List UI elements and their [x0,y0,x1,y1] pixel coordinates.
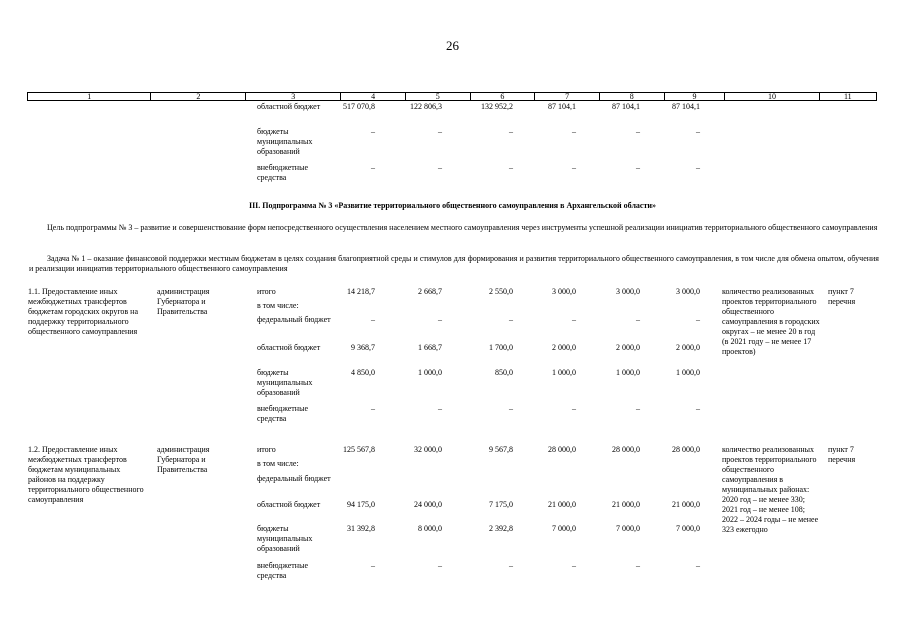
row-value: 24 000,0 [414,500,442,509]
row-label: итого [257,445,276,454]
row-value: 1 000,0 [616,368,640,377]
row-value: – [438,127,442,136]
row-value: 2 668,7 [418,287,442,296]
row-value: 2 550,0 [489,287,513,296]
row-value: 2 000,0 [616,343,640,352]
row-value: – [438,315,442,324]
task-paragraph: Задача № 1 – оказание финансовой поддержки местным бюджетам в целях создания благоприятной среды и стимулов для формирования и развития территориального общественного самоуправления, в том числе для обмена опытом, обучения и реализации инициатив территориального общественного самоуправления [29,254,879,273]
row-value: 21 000,0 [548,500,576,509]
row-value: 7 175,0 [489,500,513,509]
activity-name: 1.1. Предоставление иных межбюджетных трансфертов бюджетам городских округов на поддержку территориального общественного самоуправления [28,287,139,336]
header-col: 11 [819,93,876,101]
row-value: – [696,561,700,570]
row-value: 3 000,0 [616,287,640,296]
row-value: 850,0 [495,368,513,377]
row-value: 1 700,0 [489,343,513,352]
row-label: областной бюджет [257,343,321,352]
row-label: федеральный бюджет [257,315,331,324]
row-value: – [371,315,375,324]
header-col: 10 [725,93,819,101]
header-col: 5 [405,93,470,101]
row-label: внебюджетные средства [257,561,308,580]
row-value: 517 070,8 [343,102,375,111]
row-value: – [696,404,700,413]
row-value: 4 850,0 [351,368,375,377]
row-value: 28 000,0 [548,445,576,454]
row-value: 7 000,0 [676,524,700,533]
goal-paragraph: Цель подпрограммы № 3 – развитие и совершенствование форм непосредственного осуществления населением местного самоуправления через инструменты успешной реализации инициатив территориального общественного самоуправления [47,223,878,232]
row-value: – [438,561,442,570]
row-value: – [636,404,640,413]
row-value: 1 000,0 [418,368,442,377]
row-value: – [371,163,375,172]
row-value: – [371,561,375,570]
row-label: федеральный бюджет [257,474,331,483]
activity-executor: администрация Губернатора и Правительства [157,287,210,316]
row-value: 87 104,1 [612,102,640,111]
row-label: областной бюджет [257,102,321,111]
header-col: 9 [664,93,725,101]
row-label: областной бюджет [257,500,321,509]
row-label: внебюджетные средства [257,163,308,182]
header-col: 4 [341,93,406,101]
row-value: 122 806,3 [410,102,442,111]
row-value: 9 368,7 [351,343,375,352]
activity-reference: пункт 7 перечня [828,287,856,306]
row-label: бюджеты муниципальных образований [257,524,313,553]
activity-result: количество реализованных проектов территориального общественного самоуправления в муниципальных районах: 2020 год – не менее 330; 2021 год – не менее 108; 2022 – 2024 годы – не менее 323 ежегодно [722,445,819,534]
row-value: – [509,163,513,172]
row-value: 87 104,1 [548,102,576,111]
row-value: 2 000,0 [552,343,576,352]
row-value: 7 000,0 [552,524,576,533]
row-value: – [438,163,442,172]
row-value: – [572,404,576,413]
row-value: 87 104,1 [672,102,700,111]
row-label: бюджеты муниципальных образований [257,127,313,156]
row-value: 21 000,0 [672,500,700,509]
row-label: итого [257,287,276,296]
activity-name: 1.2. Предоставление иных межбюджетных трансфертов бюджетам муниципальных районов на поддержку территориального общественного самоуправления [28,445,144,504]
row-value: 31 392,8 [347,524,375,533]
row-value: – [696,127,700,136]
activity-reference: пункт 7 перечня [828,445,856,464]
row-value: 132 952,2 [481,102,513,111]
row-value: 1 000,0 [552,368,576,377]
row-value: 8 000,0 [418,524,442,533]
row-label: в том числе: [257,301,299,310]
activity-executor: администрация Губернатора и Правительства [157,445,210,474]
row-value: – [572,315,576,324]
row-value: 28 000,0 [672,445,700,454]
page-number: 26 [446,38,459,53]
row-value: 3 000,0 [552,287,576,296]
row-value: 1 668,7 [418,343,442,352]
row-value: 125 567,8 [343,445,375,454]
header-col: 8 [599,93,664,101]
activity-result: количество реализованных проектов территориального общественного самоуправления в городских округах – не менее 20 в год (в 2021 году – не менее 17 проектов) [722,287,820,356]
row-value: – [509,127,513,136]
header-col: 6 [470,93,535,101]
row-label: в том числе: [257,459,299,468]
header-col: 7 [535,93,600,101]
row-value: – [636,315,640,324]
row-value: 32 000,0 [414,445,442,454]
row-value: – [371,127,375,136]
row-value: 94 175,0 [347,500,375,509]
row-value: 21 000,0 [612,500,640,509]
row-value: 2 392,8 [489,524,513,533]
row-value: 9 567,8 [489,445,513,454]
row-value: – [438,404,442,413]
section-heading: III. Подпрограмма № 3 «Развитие территориального общественного самоуправления в Архангельской области» [248,201,657,210]
row-value: – [371,404,375,413]
row-value: – [572,561,576,570]
row-value: – [572,127,576,136]
row-value: 28 000,0 [612,445,640,454]
row-value: – [509,561,513,570]
row-value: – [636,163,640,172]
row-value: – [696,163,700,172]
row-value: 1 000,0 [676,368,700,377]
row-value: – [696,315,700,324]
row-value: – [509,315,513,324]
header-col: 2 [151,93,246,101]
row-label: внебюджетные средства [257,404,308,423]
row-value: – [572,163,576,172]
column-number-header [27,92,877,101]
row-value: – [636,561,640,570]
row-value: 3 000,0 [676,287,700,296]
row-value: 14 218,7 [347,287,375,296]
header-col: 1 [28,93,151,101]
row-value: 7 000,0 [616,524,640,533]
row-value: – [636,127,640,136]
header-col: 3 [246,93,341,101]
row-value: 2 000,0 [676,343,700,352]
row-value: – [509,404,513,413]
row-label: бюджеты муниципальных образований [257,368,313,397]
